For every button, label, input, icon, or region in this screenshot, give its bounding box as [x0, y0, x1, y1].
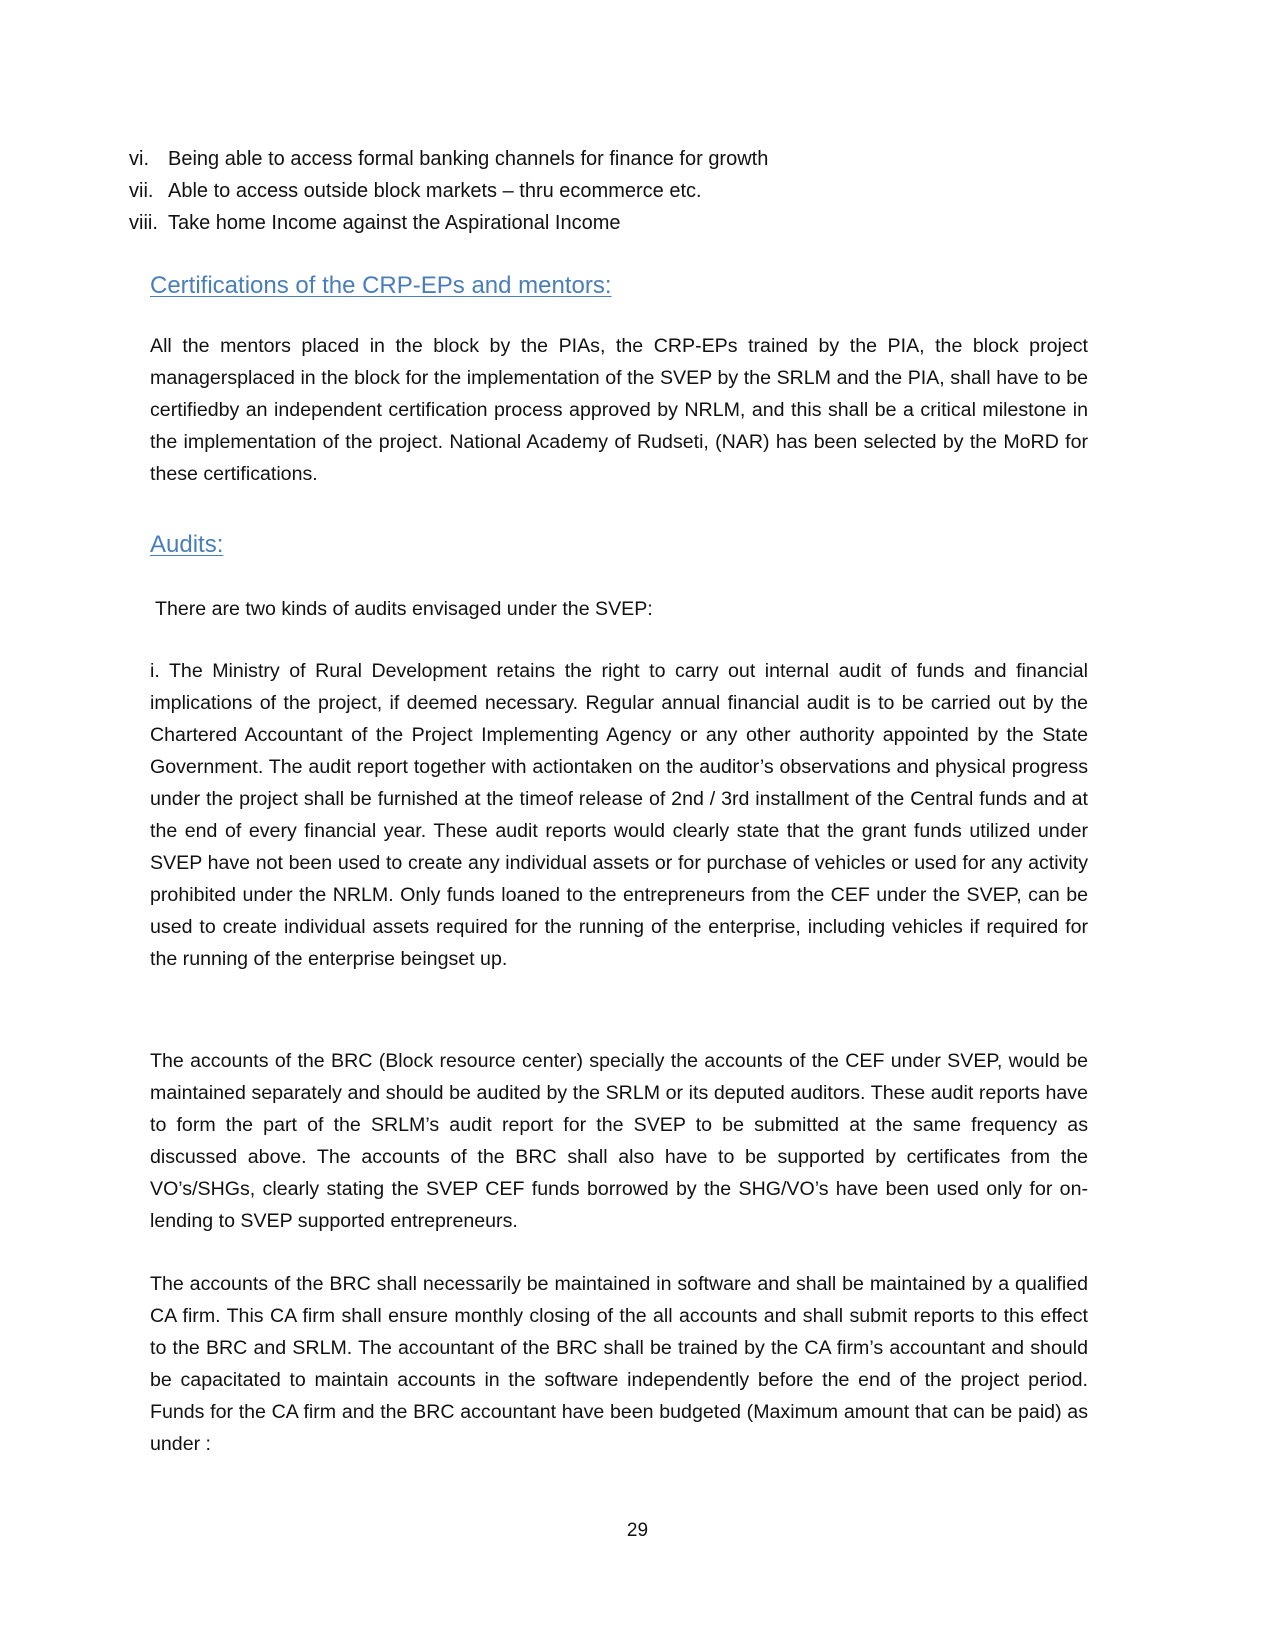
list-item	[129, 175, 1089, 207]
numbered-list	[129, 143, 1089, 239]
list-item-number: vii.	[129, 180, 154, 202]
list-item-number: viii.	[129, 212, 158, 234]
audits-paragraph-ca-firm: The accounts of the BRC shall necessarily be maintained in software and shall be maintained by a qualified CA firm. This CA firm shall ensure monthly closing of the all accounts and shall submit reports to this effect to the BRC and SRLM. The accountant of the BRC shall be trained by the CA firm’s accountant and should be capacitated to maintain accounts in the software independently before the end of the project period. Funds for the CA firm and the BRC accountant have been budgeted (Maximum amount that can be paid) as under :	[150, 1273, 1088, 1455]
certifications-heading: Certifications of the CRP-EPs and mentors:	[150, 272, 612, 299]
list-item-text: Able to access outside block markets – thru ecommerce etc.	[168, 180, 702, 202]
list-item	[129, 207, 1089, 239]
list-item-number: vi.	[129, 148, 149, 170]
certifications-paragraph: All the mentors placed in the block by the PIAs, the CRP-EPs trained by the PIA, the block project managersplaced in the block for the implementation of the SVEP by the SRLM and the PIA, shall have to be certifiedby an independent certification process approved by NRLM, and this shall be a critical milestone in the implementation of the project. National Academy of Rudseti, (NAR) has been selected by the MoRD for these certifications.	[150, 335, 1088, 485]
page-number: 29	[626, 1520, 649, 1541]
audits-intro-paragraph: There are two kinds of audits envisaged under the SVEP:	[155, 598, 653, 620]
audits-heading: Audits:	[150, 531, 224, 558]
list-item	[129, 143, 1089, 175]
list-item-text: Take home Income against the Aspirational Income	[168, 212, 621, 234]
audits-paragraph-brc-accounts: The accounts of the BRC (Block resource center) specially the accounts of the CEF under SVEP, would be maintained separately and should be audited by the SRLM or its deputed auditors. These audit reports have to form the part of the SRLM’s audit report for the SVEP to be submitted at the same frequency as discussed above. The accounts of the BRC shall also have to be supported by certificates from the VO’s/SHGs, clearly stating the SVEP CEF funds borrowed by the SHG/VO’s have been used only for on- lending to SVEP supported entrepreneurs.	[150, 1050, 1088, 1232]
audits-paragraph-internal: i. The Ministry of Rural Development retains the right to carry out internal audit of funds and financial implications of the project, if deemed necessary. Regular annual financial audit is to be carried out by the Chartered Accountant of the Project Implementing Agency or any other authority appointed by the State Government. The audit report together with actiontaken on the auditor’s observations and physical progress under the project shall be furnished at the timeof release of 2nd / 3rd installment of the Central funds and at the end of every financial year. These audit reports would clearly state that the grant funds utilized under SVEP have not been used to create any individual assets or for purchase of vehicles or used for any activity prohibited under the NRLM. Only funds loaned to the entrepreneurs from the CEF under the SVEP, can be used to create individual assets required for the running of the enterprise, including vehicles if required for the running of the enterprise beingset up.	[150, 660, 1088, 970]
list-item-text: Being able to access formal banking channels for finance for growth	[168, 148, 769, 170]
